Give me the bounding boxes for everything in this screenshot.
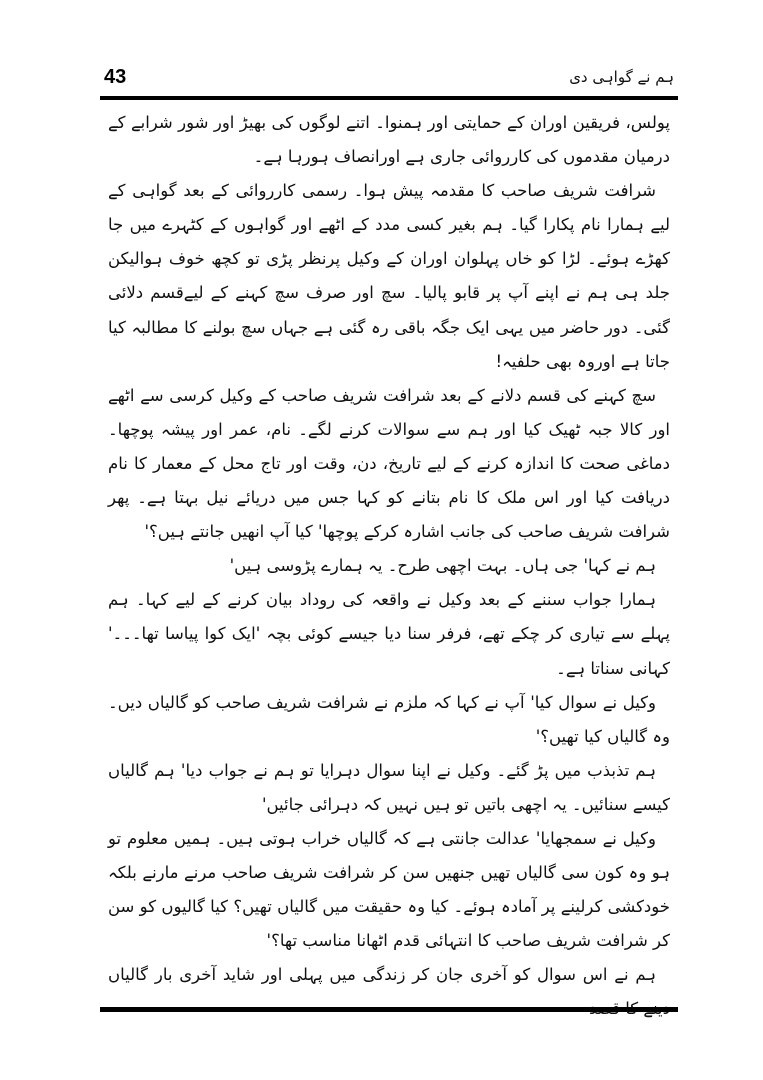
running-title: ہم نے گواہی دی: [569, 68, 674, 86]
paragraph: شرافت شریف صاحب کا مقدمہ پیش ہوا۔ رسمی کارروائی کے بعد گواہی کے لیے ہمارا نام پکارا گیا۔ ہم بغیر کسی مدد کے اٹھے اور گواہوں کے کٹہرے میں جا کھڑے ہوئے۔ لڑا کو خاں پہلوان اوران کے وکیل پرنظر پڑی تو کچھ خوف ہوالیکن جلد ہی ہم نے اپنے آپ پر قابو پالیا۔ سچ اور صرف سچ کہنے کے لیےقسم دلائی گئی۔ دور حاضر میں یہی ایک جگہ باقی رہ گئی ہے جہاں سچ بولنے کا مطالبہ کیا جاتا ہے اوروہ بھی حلفیہ!: [108, 181, 670, 371]
paragraph: سچ کہنے کی قسم دلانے کے بعد شرافت شریف صاحب کے وکیل کرسی سے اٹھے اور کالا جبہ ٹھیک کیا اور ہم سے سوالات کرنے لگے۔ نام، عمر اور پیشہ پوچھا۔ دماغی صحت کا اندازہ کرنے کے لیے تاریخ، دن، وقت اور تاج محل کے معمار کا نام دریافت کیا اور اس ملک کا نام بتانے کو کہا جس میں دریائے نیل بہتا ہے۔ پھر شرافت شریف صاحب کی جانب اشارہ کرکے پوچھا' کیا آپ انھیں جانتے ہیں؟': [108, 385, 670, 542]
page-header: [100, 60, 678, 98]
page-number: 43: [104, 66, 127, 88]
paragraph: وکیل نے سوال کیا' آپ نے کہا کہ ملزم نے شرافت شریف صاحب کو گالیاں دیں۔ وہ گالیاں کیا تھیں؟': [108, 692, 670, 746]
footer-rule: [100, 1007, 678, 1012]
paragraph: ہم نے اس سوال کو آخری جان کر زندگی میں پہلی اور شاید آخری بار گالیاں: [108, 965, 656, 985]
paragraph: ہم نے کہا' جی ہاں۔ بہت اچھی طرح۔ یہ ہمارے پڑوسی ہیں': [229, 556, 656, 576]
paragraph: ہم تذبذب میں پڑ گئے۔ وکیل نے اپنا سوال دہرایا تو ہم نے جواب دیا' ہم گالیاں کیسے سنائیں۔ یہ اچھی باتیں تو ہیں نہیں کہ دہرائی جائیں': [108, 760, 670, 814]
paragraph: وکیل نے سمجھایا' عدالت جانتی ہے کہ گالیاں خراب ہوتی ہیں۔ ہمیں معلوم تو ہو وہ کون سی گالیاں تھیں جنھیں سن کر شرافت شریف صاحب مرنے مارنے بلکہ خودکشی کرلینے پر آمادہ ہوئے۔ کیا وہ حقیقت میں گالیاں تھیں؟ کیا گالیوں کو سن کر شرافت شریف صاحب کا انتہائی قدم اٹھانا مناسب تھا؟': [108, 828, 670, 951]
paragraph: ہمارا جواب سننے کے بعد وکیل نے واقعہ کی روداد بیان کرنے کے لیے کہا۔ ہم پہلے سے تیاری کر چکے تھے، فرفر سنا دیا جیسے کوئی بچہ 'ایک کوا پیاسا تھا۔۔۔' کہانی سناتا ہے۔: [108, 590, 670, 678]
body-text: [108, 106, 670, 1027]
paragraph: پولس، فریقین اوران کے حمایتی اور ہمنوا۔ اتنے لوگوں کی بھیڑ اور شور شرابے کے درمیان مقدموں کی کارروائی جاری ہے اورانصاف ہورہا ہے۔: [108, 113, 670, 167]
header-rule: [100, 96, 678, 100]
